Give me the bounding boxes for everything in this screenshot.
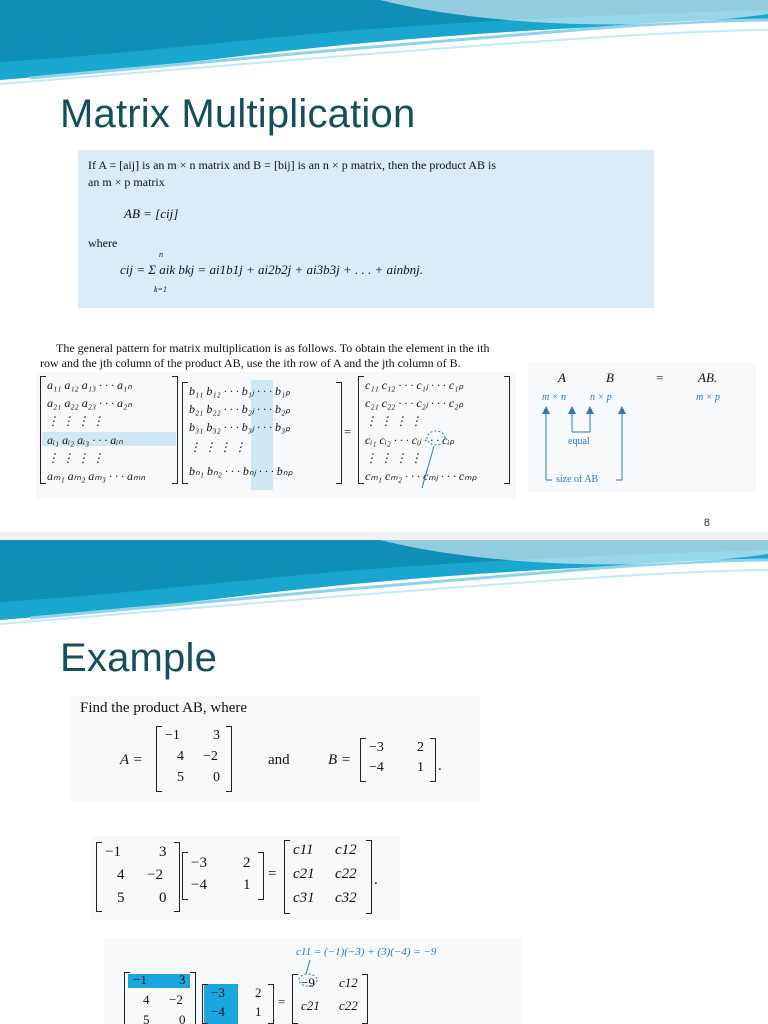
formula-c: cij = Σ aik bkj = ai1b1j + ai2b2j + ai3b3j + . . . + ainbnj. [120, 262, 424, 277]
slide-title: Example [60, 636, 218, 680]
definition-line-2: an m × p matrix [88, 175, 165, 189]
pattern-diagram [36, 372, 516, 498]
size-equals: = [656, 370, 664, 385]
cij-pointer-icon [416, 430, 446, 490]
matrix-b: −3 2 −4 1 [360, 738, 436, 782]
ab-size: m × p [696, 392, 720, 403]
setup-matrix-c: c11 c12 c21 c22 c31 c32 [284, 840, 372, 914]
matrix-b-general: b₁₁ b₁₂ · · · b₁ⱼ · · · b₁ₚ b₂₁ b₂₂ · · · b₂ⱼ · · · b₂ₚ b₃₁ b₃₂ · · · b₃ⱼ · · · b₃ₚ ⋮ ⋮ ⋮ ⋮ bₙ₁ bₙ₂ · · · bₙⱼ · · · bₙₚ [182, 382, 342, 484]
problem-panel: Find the product AB, where A = −1 3 4 −2 5 0 and B = −3 2 −4 1 . [70, 696, 480, 802]
slide-divider [0, 532, 768, 540]
setup-matrix-a: −1 3 4 −2 5 0 [96, 842, 180, 912]
a-label: A = [120, 752, 143, 768]
calc-matrix-a: −1 3 4 −2 5 0 [124, 972, 196, 1024]
matrix-a: −1 3 4 −2 5 0 [156, 726, 232, 792]
slide-title: Matrix Multiplication [60, 92, 416, 136]
equals-sign: = [344, 424, 352, 439]
product-setup-panel: −1 3 4 −2 5 0 −3 2 −4 1 = c11 c12 c21 c22 c31 c32 . [90, 836, 400, 920]
slide-2 [0, 540, 768, 1024]
problem-prompt: Find the product AB, where [80, 700, 248, 716]
a-size: m × n [542, 392, 566, 403]
calc-matrix-c: −9 c12 c21 c22 [292, 974, 368, 1024]
sum-upper-limit: n [159, 250, 163, 259]
size-diagram [528, 362, 756, 492]
formula-ab: AB = [cij] [124, 206, 179, 221]
pattern-line-1: The general pattern for matrix multiplication is as follows. To obtain the element in the ith [56, 341, 490, 355]
page-number: 8 [703, 517, 710, 529]
sum-lower-limit: k=1 [154, 285, 167, 294]
size-b-label: B [606, 370, 614, 385]
c11-calculation-panel: c11 = (−1)(−3) + (3)(−4) = −9 −1 3 4 −2 5 0 −3 2 −4 1 = −9 c12 c21 c22 [104, 938, 522, 1024]
matrix-c-general: c₁₁ c₁₂ · · · c₁ⱼ · · · c₁ₚ c₂₁ c₂₂ · · · c₂ⱼ · · · c₂ₚ ⋮ ⋮ ⋮ ⋮ cᵢ₁ cᵢ₂ · · · cᵢⱼ · · · cᵢₚ ⋮ ⋮ ⋮ ⋮ cₘ₁ cₘ₂ · · · cₘⱼ · · · cₘₚ [358, 376, 510, 484]
header-wave-decoration [0, 540, 768, 635]
size-ab-label: AB. [698, 370, 718, 385]
size-of-ab-label: size of AB [556, 474, 599, 485]
size-a-label: A [558, 370, 566, 385]
equal-label: equal [568, 436, 590, 447]
matrix-a-general: a₁₁ a₁₂ a₁₃ · · · a₁ₙ a₂₁ a₂₂ a₂₃ · · · a₂ₙ ⋮ ⋮ ⋮ ⋮ aᵢ₁ aᵢ₂ aᵢ₃ · · · aᵢₙ ⋮ ⋮ ⋮ ⋮ aₘ₁ aₘ₂ aₘ₃ · · · aₘₙ [40, 376, 178, 484]
c11-pointer-icon [296, 958, 326, 988]
calc-matrix-b: −3 2 −4 1 [202, 984, 274, 1024]
where-label: where [88, 236, 118, 250]
setup-matrix-b: −3 2 −4 1 [182, 852, 264, 900]
definition-box [78, 150, 654, 308]
header-wave-decoration [0, 0, 768, 95]
b-label: B = [328, 752, 352, 768]
definition-line-1: If A = [aij] is an m × n matrix and B = [bij] is an n × p matrix, then the product AB is [88, 158, 497, 172]
c11-calculation: c11 = (−1)(−3) + (3)(−4) = −9 [296, 946, 437, 958]
pattern-line-2: row and the jth column of the product AB, use the ith row of A and the jth column of B. [40, 356, 461, 370]
b-size: n × p [590, 392, 612, 403]
and-label: and [268, 752, 290, 768]
